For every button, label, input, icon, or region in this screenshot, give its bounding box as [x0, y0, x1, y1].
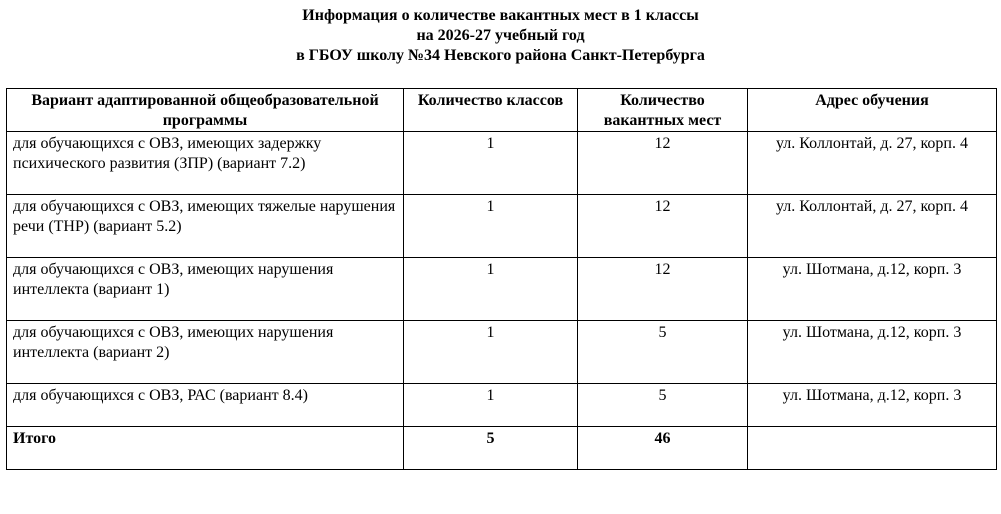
row-vacancies: 5	[578, 321, 748, 384]
table-row	[7, 321, 997, 384]
row-program: для обучающихся с ОВЗ, РАС (вариант 8.4)	[7, 384, 404, 427]
row-classes: 1	[404, 384, 578, 427]
header-address: Адрес обучения	[748, 89, 997, 132]
total-row	[7, 427, 997, 470]
row-address: ул. Шотмана, д.12, корп. 3	[748, 384, 997, 427]
table-row	[7, 195, 997, 258]
row-classes: 1	[404, 258, 578, 321]
row-vacancies: 12	[578, 258, 748, 321]
header-program: Вариант адаптированной общеобразовательной программы	[7, 89, 404, 132]
row-program: для обучающихся с ОВЗ, имеющих тяжелые нарушения речи (ТНР) (вариант 5.2)	[7, 195, 404, 258]
title-line-1: Информация о количестве вакантных мест в 1 классы	[302, 7, 699, 24]
vacancies-table	[6, 88, 997, 470]
table-row	[7, 258, 997, 321]
total-classes: 5	[404, 427, 578, 470]
header-vacancies: Количество вакантных мест	[578, 89, 748, 132]
title-line-3: в ГБОУ школу №34 Невского района Санкт-Петербурга	[296, 47, 705, 64]
row-classes: 1	[404, 321, 578, 384]
total-label: Итого	[7, 427, 404, 470]
table-row	[7, 384, 997, 427]
row-vacancies: 5	[578, 384, 748, 427]
title-line-2: на 2026-27 учебный год	[416, 27, 585, 44]
header-classes: Количество классов	[404, 89, 578, 132]
row-address: ул. Шотмана, д.12, корп. 3	[748, 258, 997, 321]
row-program: для обучающихся с ОВЗ, имеющих задержку психического развития (ЗПР) (вариант 7.2)	[7, 132, 404, 195]
total-address	[748, 427, 997, 470]
table-header-row	[7, 89, 997, 132]
document-title	[0, 6, 1001, 66]
row-program: для обучающихся с ОВЗ, имеющих нарушения интеллекта (вариант 1)	[7, 258, 404, 321]
row-classes: 1	[404, 195, 578, 258]
row-program: для обучающихся с ОВЗ, имеющих нарушения интеллекта (вариант 2)	[7, 321, 404, 384]
row-vacancies: 12	[578, 195, 748, 258]
table-row	[7, 132, 997, 195]
row-address: ул. Коллонтай, д. 27, корп. 4	[748, 132, 997, 195]
total-vacancies: 46	[578, 427, 748, 470]
row-address: ул. Шотмана, д.12, корп. 3	[748, 321, 997, 384]
row-classes: 1	[404, 132, 578, 195]
row-vacancies: 12	[578, 132, 748, 195]
row-address: ул. Коллонтай, д. 27, корп. 4	[748, 195, 997, 258]
